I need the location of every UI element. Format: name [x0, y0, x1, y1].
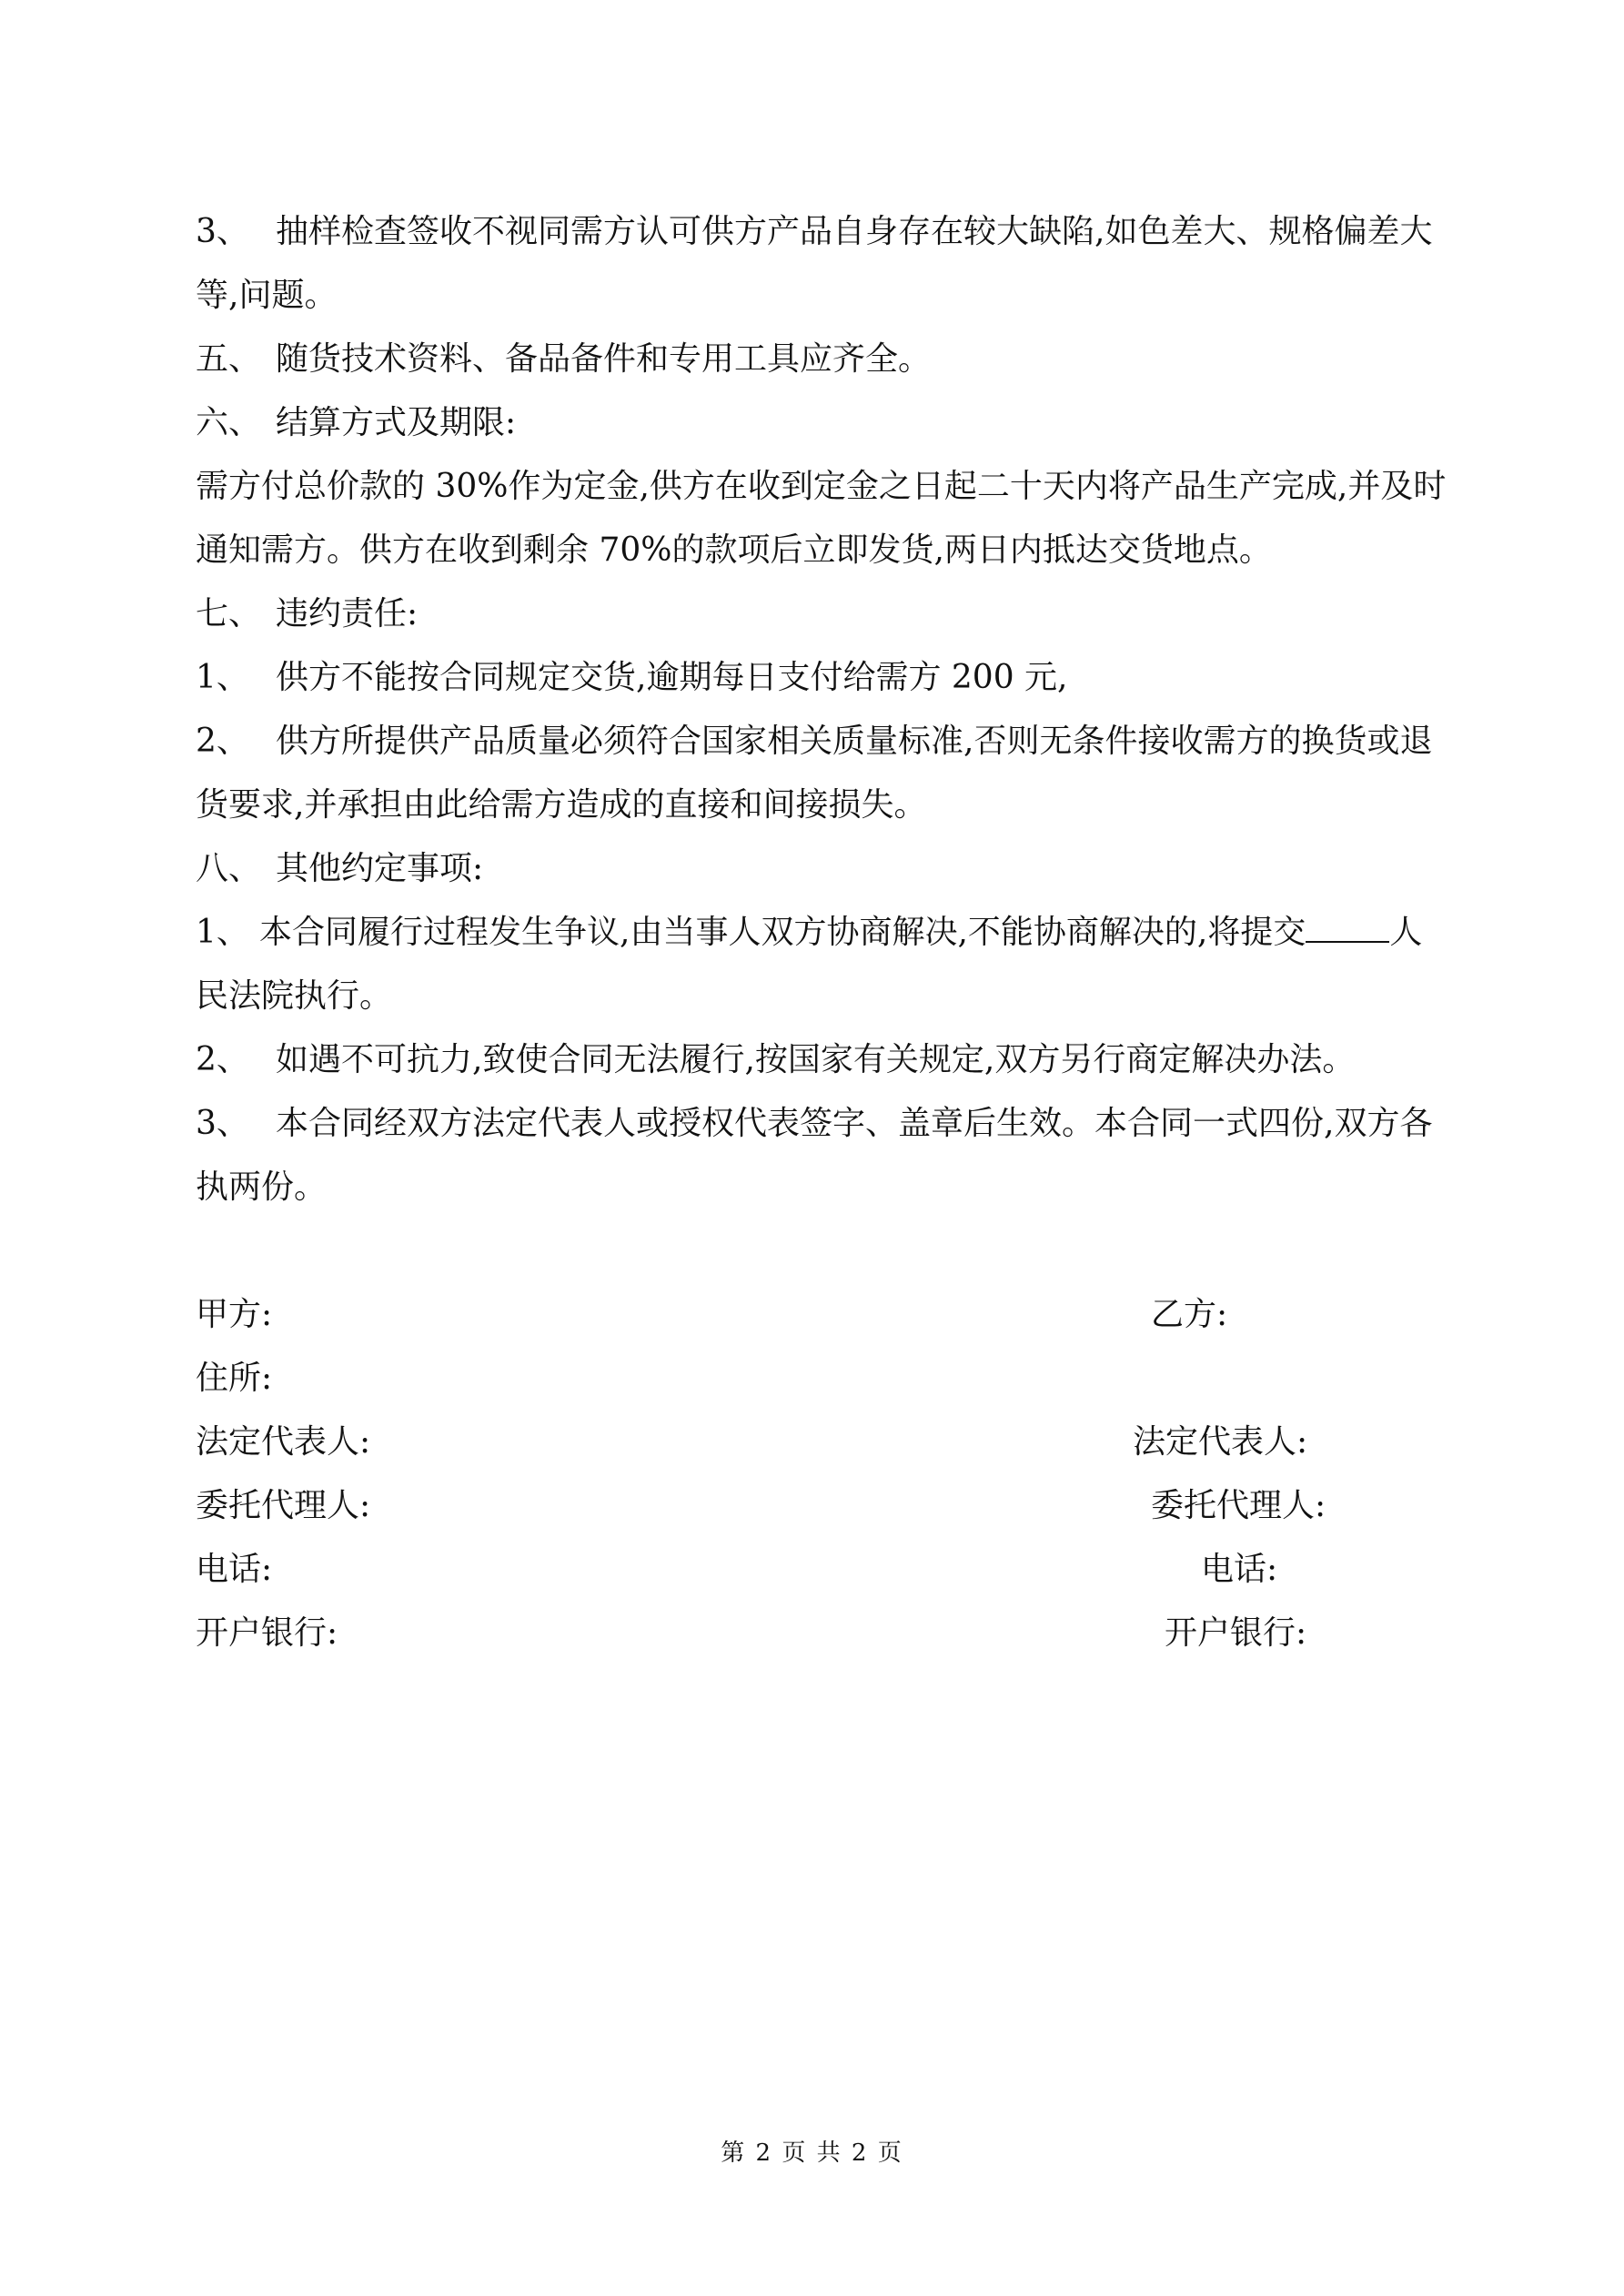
bank-a-label: 开户银行:	[196, 1614, 338, 1652]
bank-b-label: 开户银行:	[1165, 1614, 1307, 1652]
phone-b-label: 电话:	[1201, 1551, 1278, 1588]
clause-text: 需方付总价款的 30%作为定金,供方在收到定金之日起二十天内将产品生产完成,并及时	[196, 468, 1447, 505]
section-number: 六、	[196, 404, 262, 441]
clause-text: 如遇不可抗力,致使合同无法履行,按国家有关规定,双方另行商定解决办法。	[276, 1041, 1356, 1078]
clause-number: 2、	[196, 723, 249, 760]
agent-b-label: 委托代理人:	[1151, 1487, 1326, 1524]
section-text: 结算方式及期限:	[276, 404, 517, 441]
clause-number: 1、	[196, 659, 249, 696]
section-6-body-line-2	[196, 519, 1272, 582]
clause-8-3-line-1	[196, 1092, 1432, 1156]
clause-8-3-line-2	[196, 1156, 327, 1219]
clause-7-2-line-2	[196, 774, 926, 837]
clause-number: 3、	[196, 213, 249, 250]
clause-8-1-line-2	[196, 965, 392, 1028]
clause-text: 人	[1389, 914, 1423, 951]
clause-text: 本合同经双方法定代表人或授权代表签字、盖章后生效。本合同一式四份,双方各	[276, 1105, 1433, 1142]
section-text: 随货技术资料、备品备件和专用工具应齐全。	[276, 340, 932, 378]
section-5-heading	[196, 328, 931, 391]
clause-number: 2、	[196, 1041, 249, 1078]
section-number: 五、	[196, 340, 262, 378]
clause-number: 1、	[196, 914, 249, 951]
clause-text: 抽样检查签收不视同需方认可供方产品自身存在较大缺陷,如色差大、规格偏差大	[276, 213, 1433, 250]
section-number: 八、	[196, 850, 262, 887]
clause-7-1	[196, 646, 1068, 710]
agent-a-label: 委托代理人:	[196, 1487, 371, 1524]
clause-8-1-line-1	[196, 901, 1422, 965]
party-a-label: 甲方:	[196, 1296, 273, 1333]
section-number: 七、	[196, 595, 262, 632]
clause-text: 民法院执行。	[196, 977, 393, 1015]
section-6-heading	[196, 391, 516, 455]
clause-3-line-1	[196, 200, 1432, 264]
clause-number: 3、	[196, 1105, 249, 1142]
legal-rep-a-label: 法定代表人:	[196, 1423, 371, 1461]
clause-text: 通知需方。供方在收到剩余 70%的款项后立即发货,两日内抵达交货地点。	[196, 531, 1272, 569]
clause-7-2-line-1	[196, 710, 1432, 774]
legal-rep-b-label: 法定代表人:	[1133, 1423, 1308, 1461]
section-8-heading	[196, 837, 483, 901]
clause-text: 货要求,并承担由此给需方造成的直接和间接损失。	[196, 786, 927, 824]
clause-text: 供方不能按合同规定交货,逾期每日支付给需方 200 元,	[276, 659, 1068, 696]
party-b-label: 乙方:	[1151, 1296, 1228, 1333]
section-6-body-line-1	[196, 455, 1446, 519]
section-text: 其他约定事项:	[276, 850, 484, 887]
court-name-blank	[1306, 910, 1389, 943]
page-number-footer: 第 2 页 共 2 页	[721, 2139, 903, 2167]
clause-text: 执两份。	[196, 1168, 328, 1206]
section-text: 违约责任:	[276, 595, 419, 632]
clause-text: 等,问题。	[196, 277, 338, 314]
address-label: 住所:	[196, 1360, 273, 1397]
clause-text: 供方所提供产品质量必须符合国家相关质量标准,否则无条件接收需方的换货或退	[276, 723, 1433, 760]
clause-text: 本合同履行过程发生争议,由当事人双方协商解决,不能协商解决的,将提交	[259, 914, 1306, 951]
section-7-heading	[196, 582, 418, 646]
phone-a-label: 电话:	[196, 1551, 273, 1588]
clause-8-2	[196, 1028, 1355, 1092]
clause-3-line-2	[196, 264, 337, 328]
